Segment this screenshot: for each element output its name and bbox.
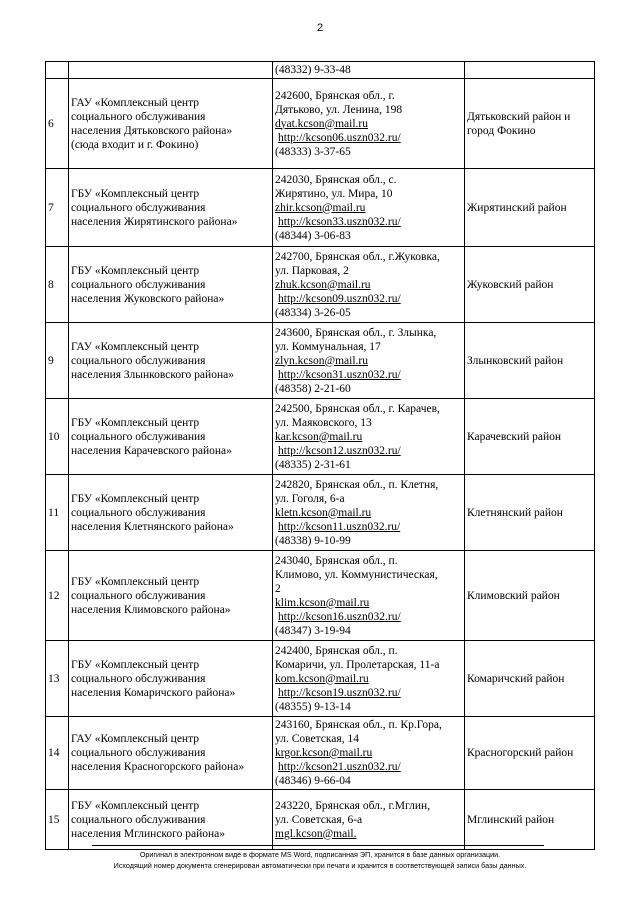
service-area-line: Злынковский район (467, 354, 564, 367)
address-line: 242030, Брянская обл., с. (275, 173, 397, 186)
table-row (46, 399, 595, 475)
address-line: Комаричи, ул. Пролетарская, 11-а (275, 658, 440, 671)
address-cell (273, 717, 465, 790)
organization-cell (69, 551, 273, 641)
phone: (48333) 3-37-65 (275, 145, 351, 158)
table-row (46, 641, 595, 717)
table-row (46, 79, 595, 169)
organization-cell (69, 323, 273, 399)
website-link[interactable]: http://kcson31.uszn032.ru/ (278, 368, 401, 381)
service-area-line: город Фокино (467, 124, 536, 137)
address-cell (273, 551, 465, 641)
phone: (48338) 9-10-99 (275, 534, 351, 547)
area-cell (465, 475, 595, 551)
address-line: ул. Маяковского, 13 (275, 416, 372, 429)
address-line: 242500, Брянская обл., г. Карачев, (275, 402, 440, 415)
organization-name-line: социального обслуживания (71, 110, 206, 123)
address-cell (273, 641, 465, 717)
organization-cell (69, 641, 273, 717)
area-cell (465, 717, 595, 790)
organization-name-line: населения Клетнянского района» (71, 520, 234, 533)
organization-name-line: социального обслуживания (71, 747, 206, 759)
organization-name-line: ГАУ «Комплексный центр (71, 733, 200, 745)
website-link[interactable]: http://kcson16.uszn032.ru/ (278, 610, 401, 623)
footer-line-1: Оригинал в электронном виде в формате MS Word, подписанная ЭП, хранится в базе данных организации. (139, 850, 501, 859)
address-line: ул. Советская, 14 (275, 733, 359, 745)
area-cell (465, 323, 595, 399)
institutions-table (45, 61, 595, 850)
email-link[interactable]: kom.kcson@mail.ru (275, 672, 369, 685)
address-line: ул. Парковая, 2 (275, 264, 349, 277)
service-area-line: Жуковский район (467, 278, 554, 291)
row-number: 14 (46, 717, 69, 790)
table-row (46, 323, 595, 399)
website-link[interactable]: http://kcson21.uszn032.ru/ (278, 761, 401, 773)
organization-name-line: ГАУ «Комплексный центр (71, 96, 200, 109)
row-number: 13 (46, 641, 69, 717)
address-cell (273, 399, 465, 475)
organization-name-line: социального обслуживания (71, 506, 206, 519)
table-row (46, 169, 595, 247)
email-link[interactable]: zhuk.kcson@mail.ru (275, 278, 371, 291)
page-number: 2 (316, 22, 324, 34)
address-line: Жирятино, ул. Мира, 10 (275, 187, 393, 200)
address-line: 2 (275, 582, 281, 595)
service-area-line: Красногорский район (467, 747, 574, 759)
phone: (48332) 9-33-48 (275, 64, 351, 76)
footer-note (0, 849, 640, 871)
organization-cell (69, 399, 273, 475)
table-row (46, 247, 595, 323)
website-link[interactable]: http://kcson06.uszn032.ru/ (278, 131, 401, 144)
address-line: ул. Коммунальная, 17 (275, 340, 381, 353)
phone: (48335) 2-31-61 (275, 458, 351, 471)
row-number: 8 (46, 247, 69, 323)
table-body (46, 62, 595, 850)
phone: (48347) 3-19-94 (275, 624, 351, 637)
organization-name-line: ГБУ «Комплексный центр (71, 492, 200, 505)
organization-name-line: социального обслуживания (71, 354, 206, 367)
row-number: 10 (46, 399, 69, 475)
organization-name-line: (сюда входит и г. Фокино) (71, 138, 199, 151)
organization-name-line: ГБУ «Комплексный центр (71, 264, 200, 277)
footer-line-2: Исходящий номер документа сгенерирован автоматически при печати и хранится в соответствующей записи базы данных. (113, 861, 527, 870)
organization-name-line: населения Мглинского района» (71, 827, 226, 840)
organization-cell (69, 475, 273, 551)
organization-name-line: ГБУ «Комплексный центр (71, 187, 200, 200)
organization-name-line: ГАУ «Комплексный центр (71, 340, 200, 353)
table-row (46, 790, 595, 850)
email-link[interactable]: dyat.kcson@mail.ru (275, 117, 368, 130)
organization-cell (69, 62, 273, 79)
address-line: 242820, Брянская обл., п. Клетня, (275, 478, 439, 491)
area-cell (465, 551, 595, 641)
organization-name-line: социального обслуживания (71, 201, 206, 214)
area-cell (465, 247, 595, 323)
website-link[interactable]: http://kcson33.uszn032.ru/ (278, 215, 401, 228)
address-line: 243040, Брянская обл., п. (275, 554, 398, 567)
email-link[interactable]: kletn.kcson@mail.ru (275, 506, 372, 519)
address-line: 242600, Брянская обл., г. (275, 89, 395, 102)
area-cell (465, 790, 595, 850)
organization-name-line: населения Жуковского района» (71, 292, 225, 305)
service-area-line: Дятьковский район и (467, 110, 571, 123)
area-cell (465, 399, 595, 475)
address-line: Климово, ул. Коммунистическая, (275, 568, 438, 581)
phone: (48355) 9-13-14 (275, 700, 351, 713)
area-cell (465, 169, 595, 247)
phone: (48344) 3-06-83 (275, 229, 351, 242)
organization-name-line: ГБУ «Комплексный центр (71, 416, 200, 429)
website-link[interactable]: http://kcson09.uszn032.ru/ (278, 292, 401, 305)
address-cell (273, 247, 465, 323)
website-link[interactable]: http://kcson19.uszn032.ru/ (278, 686, 401, 699)
address-line: 242400, Брянская обл., п. (275, 644, 398, 657)
website-link[interactable]: http://kcson12.uszn032.ru/ (278, 444, 401, 457)
email-link[interactable]: mgl.kcson@mail. (275, 827, 357, 840)
email-link[interactable]: krgor.kcson@mail.ru (275, 747, 373, 759)
organization-name-line: населения Комаричского района» (71, 686, 236, 699)
organization-name-line: социального обслуживания (71, 278, 206, 291)
organization-name-line: населения Красногорского района» (71, 761, 245, 773)
row-number: 6 (46, 79, 69, 169)
service-area-line: Карачевский район (467, 430, 562, 443)
row-number: 7 (46, 169, 69, 247)
phone: (48334) 3-26-05 (275, 306, 351, 319)
address-line: ул. Советская, 6-а (275, 813, 363, 826)
organization-name-line: ГБУ «Комплексный центр (71, 799, 200, 812)
address-line: 243220, Брянская обл., г.Мглин, (275, 799, 431, 812)
address-line: 242700, Брянская обл., г.Жуковка, (275, 250, 440, 263)
address-cell (273, 62, 465, 79)
organization-name-line: социального обслуживания (71, 430, 206, 443)
area-cell (465, 62, 595, 79)
email-link[interactable]: zlyn.kcson@mail.ru (275, 354, 368, 367)
service-area-line: Жирятинский район (467, 201, 567, 214)
organization-name-line: ГБУ «Комплексный центр (71, 658, 200, 671)
row-number: 11 (46, 475, 69, 551)
table-row (46, 475, 595, 551)
organization-name-line: ГБУ «Комплексный центр (71, 575, 200, 588)
address-line: Дятьково, ул. Ленина, 198 (275, 103, 403, 116)
organization-cell (69, 790, 273, 850)
row-number: 12 (46, 551, 69, 641)
organization-name-line: населения Злынковского района» (71, 368, 234, 381)
address-line: 243600, Брянская обл., г. Злынка, (275, 326, 437, 339)
organization-name-line: населения Карачевского района» (71, 444, 232, 457)
organization-cell (69, 79, 273, 169)
service-area-line: Комаричский район (467, 672, 565, 685)
address-line: ул. Гоголя, 6-а (275, 492, 345, 505)
phone: (48358) 2-21-60 (275, 382, 351, 395)
service-area-line: Клетнянский район (467, 506, 563, 519)
row-number: 9 (46, 323, 69, 399)
organization-name-line: социального обслуживания (71, 589, 206, 602)
area-cell (465, 641, 595, 717)
email-link[interactable]: zhir.kcson@mail.ru (275, 201, 366, 214)
address-line: 243160, Брянская обл., п. Кр.Гора, (275, 719, 442, 731)
service-area-line: Климовский район (467, 589, 560, 602)
area-cell (465, 79, 595, 169)
email-link[interactable]: kar.kcson@mail.ru (275, 430, 363, 443)
organization-name-line: социального обслуживания (71, 813, 206, 826)
organization-name-line: населения Дятьковского района» (71, 124, 233, 137)
address-cell (273, 323, 465, 399)
address-cell (273, 475, 465, 551)
email-link[interactable]: klim.kcson@mail.ru (275, 596, 370, 609)
row-number-cell (46, 62, 69, 79)
organization-name-line: социального обслуживания (71, 672, 206, 685)
table-row (46, 717, 595, 790)
table-row (46, 62, 595, 79)
address-cell (273, 79, 465, 169)
organization-name-line: населения Климовского района» (71, 603, 231, 616)
organization-cell (69, 717, 273, 790)
service-area-line: Мглинский район (467, 813, 555, 826)
organization-name-line: населения Жирятинского района» (71, 215, 238, 228)
row-number: 15 (46, 790, 69, 850)
organization-cell (69, 169, 273, 247)
address-cell (273, 790, 465, 850)
website-link[interactable]: http://kcson11.uszn032.ru/ (278, 520, 401, 533)
table-row (46, 551, 595, 641)
organization-cell (69, 247, 273, 323)
phone: (48346) 9-66-04 (275, 775, 351, 787)
address-cell (273, 169, 465, 247)
footer-divider (92, 845, 544, 846)
